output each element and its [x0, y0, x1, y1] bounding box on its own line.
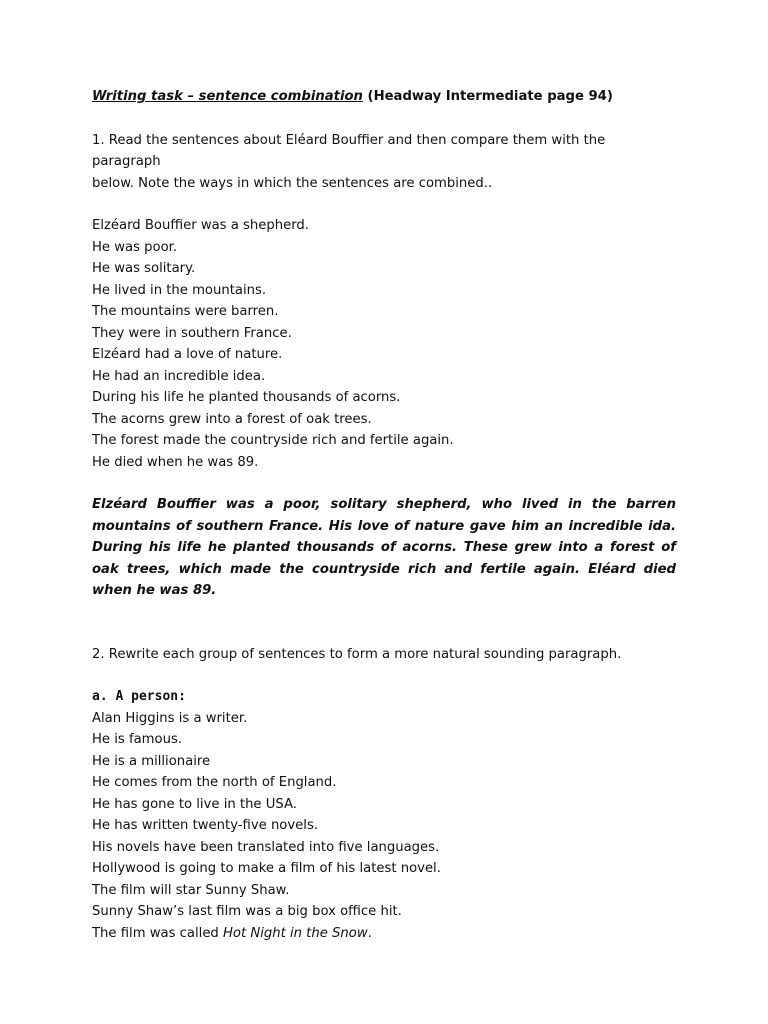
group-a-sentence: He is famous. [92, 732, 183, 747]
group-a-sentence: His novels have been translated into five languages. [92, 839, 440, 855]
task-1-line-1: 1. Read the sentences about Eléard Bouffier and then compare them with the paragraph [92, 132, 606, 169]
group-a-sentence: Hollywood is going to make a film of his latest novel. [92, 861, 441, 876]
example-sentence: Elzéard had a love of nature. [92, 347, 283, 362]
group-a-sentence-list [92, 708, 676, 945]
example-sentence: The mountains were barren. [92, 304, 279, 319]
example-sentence: He died when he was 89. [92, 454, 259, 470]
example-sentence: Elzéard Bouffier was a shepherd. [92, 218, 309, 233]
last-sentence-prefix: The film was called [92, 925, 223, 941]
worksheet-title [92, 86, 676, 108]
example-sentence: The forest made the countryside rich and fertile again. [92, 433, 454, 448]
example-sentence-list [92, 215, 676, 473]
example-combined-paragraph: Elzéard Bouffier was a poor, solitary shepherd, who lived in the barren mountains of southern France. His love of nature gave him an incredible ida. During his life he planted thousands of acorns. These grew into a forest of oak trees, which made the countryside rich and fertile again. Eléard died when he was 89. [92, 497, 676, 598]
example-sentence: They were in southern France. [92, 325, 292, 341]
example-sentence: He was poor. [92, 239, 178, 255]
title-main: Writing task – sentence combination [92, 89, 363, 104]
group-a-sentence: He is a millionaire [92, 753, 211, 769]
task-2-instruction: 2. Rewrite each group of sentences to form a more natural sounding paragraph. [92, 646, 622, 662]
group-a-sentence: He comes from the north of England. [92, 775, 337, 790]
group-a-sentence: The film will star Sunny Shaw. [92, 882, 290, 898]
task-1-line-2: below. Note the ways in which the sentences are combined.. [92, 175, 493, 191]
group-a-heading: a. A person: [92, 689, 186, 704]
example-sentence: He lived in the mountains. [92, 282, 267, 298]
group-a-sentence: Sunny Shaw’s last film was a big box office hit. [92, 904, 402, 919]
group-a-sentence: He has written twenty-five novels. [92, 818, 319, 833]
example-sentence: The acorns grew into a forest of oak trees. [92, 411, 372, 427]
title-source: (Headway Intermediate page 94) [367, 89, 613, 104]
film-title: Hot Night in the Snow [223, 925, 368, 941]
example-sentence: He had an incredible idea. [92, 368, 266, 384]
last-sentence-suffix: . [367, 925, 372, 941]
group-a-last-sentence [92, 923, 676, 945]
task-1-instruction [92, 130, 676, 195]
group-a-sentence: Alan Higgins is a writer. [92, 710, 248, 726]
example-sentence: During his life he planted thousands of acorns. [92, 390, 401, 405]
group-a-sentence: He has gone to live in the USA. [92, 796, 297, 812]
example-sentence: He was solitary. [92, 261, 196, 276]
worksheet-page [92, 86, 676, 965]
